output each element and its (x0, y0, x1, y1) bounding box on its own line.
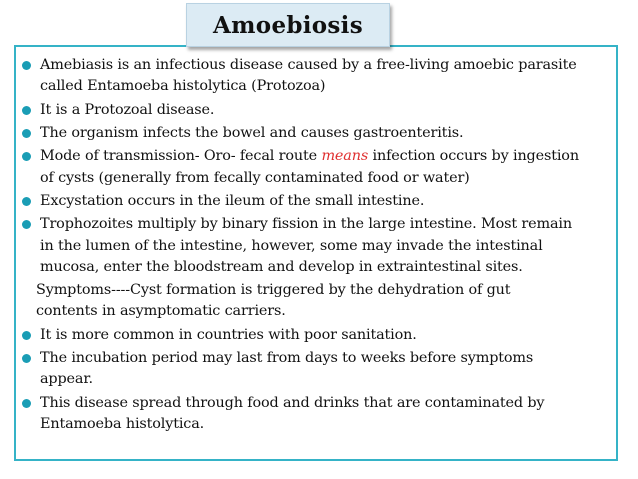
bullet-text: This disease spread through food and drinks that are contaminated by (40, 394, 545, 411)
bullet-icon (22, 61, 31, 70)
bullet-item (22, 100, 618, 121)
bullet-text: Excystation occurs in the ileum of the small intestine. (40, 192, 425, 209)
bullet-text: in the lumen of the intestine, however, some may invade the intestinal (40, 237, 543, 254)
bullet-item (22, 393, 618, 435)
bullet-text: Trophozoites multiply by binary fission in the large intestine. Most remain (40, 216, 572, 233)
slide-title: Amoebiosis (213, 11, 363, 39)
bullet-item (22, 191, 618, 212)
bullet-text: infection occurs by ingestion (368, 148, 579, 165)
bullet-text: The incubation period may last from days to weeks before symptoms (40, 350, 534, 367)
bullet-text: The organism infects the bowel and causes gastroenteritis. (40, 124, 464, 141)
title-box (186, 3, 390, 47)
bullet-text: Mode of transmission- Oro- fecal route (40, 148, 322, 165)
symptoms-paragraph (22, 280, 618, 322)
highlight-word: means (321, 148, 369, 165)
bullet-item (22, 123, 618, 144)
symptoms-text: contents in asymptomatic carriers. (36, 303, 286, 320)
bullet-text: It is a Protozoal disease. (40, 101, 215, 118)
bullet-text: Entamoeba histolytica. (40, 415, 205, 432)
bullet-icon (22, 220, 31, 229)
bullet-text: mucosa, enter the bloodstream and develop in extraintestinal sites. (40, 258, 523, 275)
bullet-text: Amebiasis is an infectious disease caused by a free-living amoebic parasite (40, 57, 577, 73)
bullet-icon (22, 399, 31, 408)
bullet-item (22, 214, 618, 278)
bullet-icon (22, 331, 31, 340)
bullet-icon (22, 106, 31, 115)
bullet-text: called Entamoeba histolytica (Protozoa) (40, 78, 326, 95)
bullet-icon (22, 129, 31, 138)
bullet-item (22, 55, 618, 97)
bullet-icon (22, 354, 31, 363)
bullet-text: appear. (40, 371, 93, 388)
bullet-text: of cysts (generally from fecally contaminated food or water) (40, 169, 470, 186)
bullet-icon (22, 152, 31, 161)
symptoms-text: Symptoms----Cyst formation is triggered by the dehydration of gut (36, 282, 511, 299)
bullet-list (22, 55, 618, 437)
bullet-text: It is more common in countries with poor sanitation. (40, 326, 417, 343)
bullet-item (22, 146, 618, 188)
bullet-icon (22, 197, 31, 206)
bullet-item (22, 348, 618, 390)
bullet-item (22, 325, 618, 346)
